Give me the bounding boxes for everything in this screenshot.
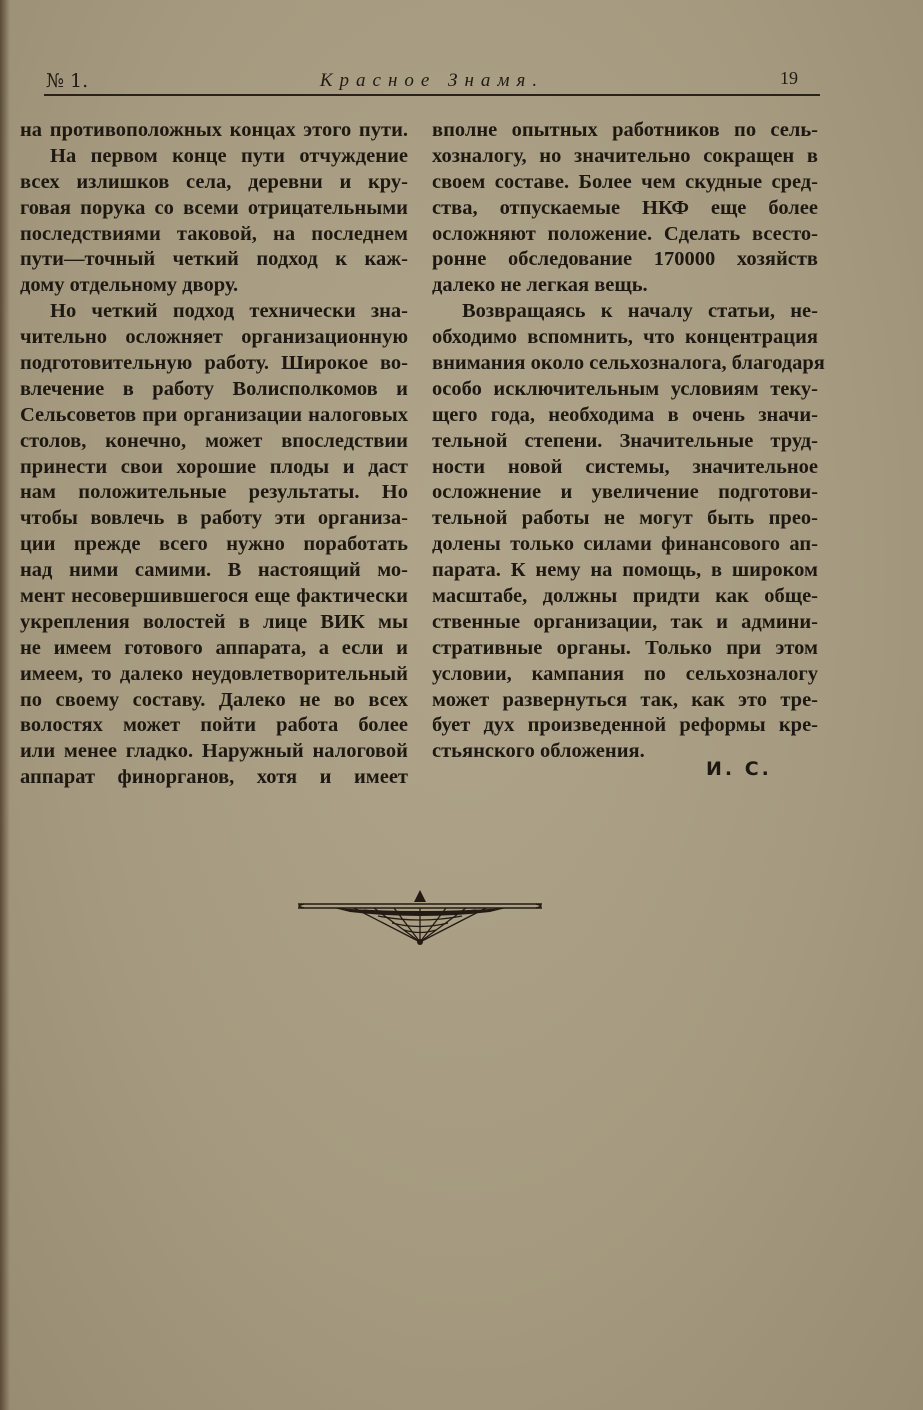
running-header bbox=[44, 64, 820, 96]
text-line: ности новой системы, значительное bbox=[432, 455, 818, 478]
text-line: ственные организации, так и админи- bbox=[432, 610, 818, 633]
text-line: имеем, то далеко неудовлетворительный bbox=[20, 662, 408, 685]
text-line: осложняют положение. Сделать всесто- bbox=[432, 222, 818, 245]
text-line: ронне обследование 170000 хозяйств bbox=[432, 248, 818, 271]
text-line: говая порука со всеми отрицательными bbox=[20, 196, 408, 219]
text-line: условии, кампания по сельхозналогу bbox=[432, 662, 818, 685]
text-line: масштабе, должны придти как обще- bbox=[432, 585, 818, 608]
text-line: на противоположных концах этого пути. bbox=[20, 119, 408, 141]
issue-number: № 1. bbox=[46, 70, 89, 92]
left-column bbox=[20, 118, 408, 791]
text-line: далеко не легкая вещь. bbox=[432, 274, 648, 297]
text-line: подготовительную работу. Широкое во- bbox=[20, 352, 408, 375]
text-line: тельной работы не могут быть прео- bbox=[432, 507, 818, 530]
text-line: осложнение и увеличение подготови- bbox=[432, 481, 818, 504]
text-line: аппарат финорганов, хотя и имеет bbox=[20, 766, 408, 789]
text-line: чтобы вовлечь в работу эти организа- bbox=[20, 507, 408, 530]
text-line: по своему составу. Далеко не во всех bbox=[20, 688, 408, 711]
text-line: столов, конечно, может впоследствии bbox=[20, 429, 408, 452]
text-line: не имеем готового аппарата, а если и bbox=[20, 636, 408, 659]
text-line: последствиями таковой, на последнем bbox=[20, 222, 408, 245]
text-line: своем составе. Более чем скудные сред- bbox=[432, 170, 818, 193]
text-line: стративные органы. Только при этом bbox=[432, 636, 818, 659]
page-number: 19 bbox=[780, 68, 798, 88]
text-line: чительно осложняет организационную bbox=[20, 326, 408, 349]
text-line: принести свои хорошие плоды и даст bbox=[20, 455, 408, 478]
text-line: Сельсоветов при организации налоговых bbox=[20, 403, 408, 426]
text-line: вполне опытных работников по сель- bbox=[432, 119, 818, 141]
text-line: обходимо вспомнить, что концентрация bbox=[432, 326, 818, 349]
text-line: парата. К нему на помощь, в широком bbox=[432, 559, 818, 582]
text-line: Возвращаясь к началу статьи, не- bbox=[462, 300, 818, 323]
text-line: волостях может пойти работа более bbox=[20, 714, 408, 737]
text-line: хозналогу, но значительно сокращен в bbox=[432, 144, 818, 167]
text-line: укрепления волостей в лице ВИК мы bbox=[20, 610, 408, 633]
text-line: ции прежде всего нужно поработать bbox=[20, 533, 408, 556]
text-line: над ними самими. В настоящий мо- bbox=[20, 559, 408, 582]
text-line: долены только силами финансового ап- bbox=[432, 533, 818, 556]
fan-ornament-icon bbox=[294, 884, 546, 948]
text-line: щего года, необходима в очень значи- bbox=[432, 403, 818, 426]
publication-title: Красное Знамя. bbox=[319, 70, 545, 91]
text-line: пути—точный четкий подход к каж- bbox=[20, 248, 408, 271]
text-line: На первом конце пути отчуждение bbox=[50, 144, 408, 167]
text-line: Но четкий подход технически зна- bbox=[50, 300, 408, 323]
text-line: особо исключительным условиям теку- bbox=[432, 377, 818, 400]
text-line: внимания около сельхозналога, благодаря bbox=[432, 352, 825, 375]
binding-edge bbox=[0, 0, 10, 1410]
text-line: мент несовершившегося еще фактически bbox=[20, 585, 408, 608]
text-line: стьянского обложения. bbox=[432, 740, 645, 763]
text-line: может развернуться так, как это тре- bbox=[432, 688, 818, 711]
text-line: ства, отпускаемые НКФ еще более bbox=[432, 196, 818, 219]
text-line: дому отдельному двору. bbox=[20, 274, 239, 297]
text-line: влечение в работу Волисполкомов и bbox=[20, 377, 408, 400]
text-line: тельной степени. Значительные труд- bbox=[432, 429, 818, 452]
right-column bbox=[432, 118, 825, 765]
text-line: бует дух произведенной реформы кре- bbox=[432, 714, 818, 737]
author-signature: И. С. bbox=[706, 758, 772, 780]
text-line: или менее гладко. Наружный налоговой bbox=[20, 740, 408, 763]
text-line: всех излишков села, деревни и кру- bbox=[20, 170, 408, 193]
text-line: нам положительные результаты. Но bbox=[20, 481, 408, 504]
